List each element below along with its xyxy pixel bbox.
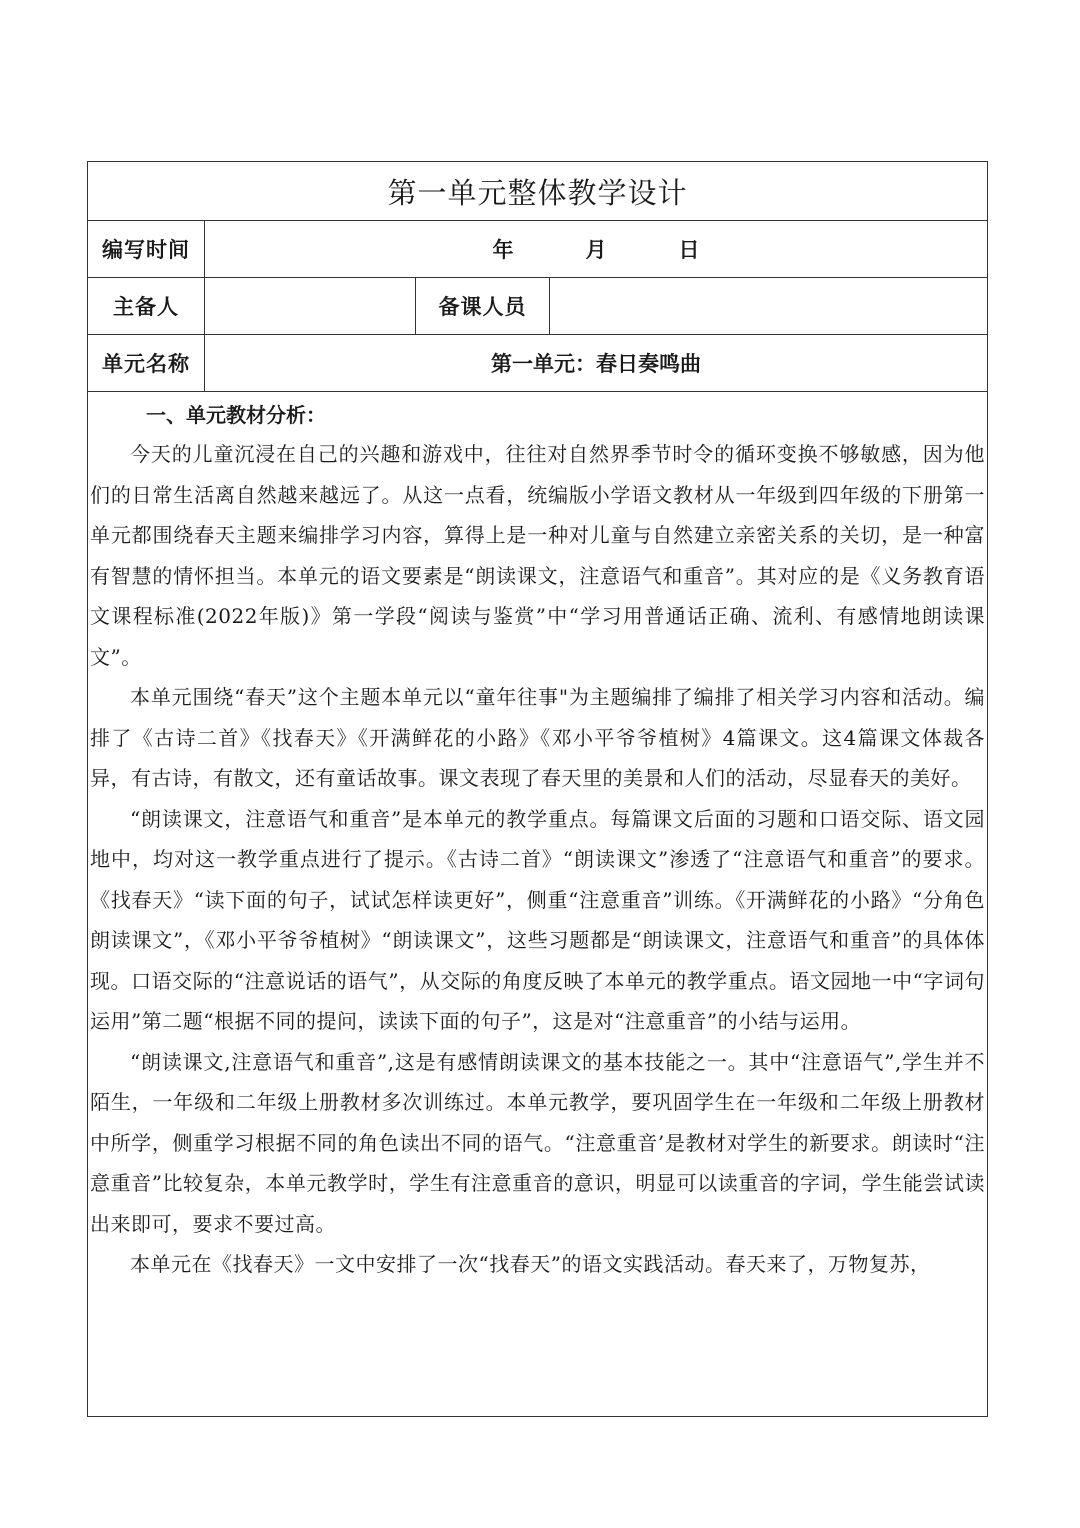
unit-row xyxy=(88,335,988,392)
time-row xyxy=(88,221,988,278)
content-cell xyxy=(88,392,988,1417)
unit-label: 单元名称 xyxy=(88,335,205,392)
lead-value xyxy=(205,278,416,335)
paragraph: “朗读课文,注意语气和重音”,这是有感情朗读课文的基本技能之一。其中“注意语气”,学生并不陌生，一年级和二年级上册教材多次训练过。本单元教学，要巩固学生在一年级和二年级上册教材中所学，侧重学习根据不同的角色读出不同的语气。“注意重音’是教材对学生的新要求。朗读时“注意重音”比较复杂，本单元教学时，学生有注意重音的意识，明显可以读重音的字词，学生能尝试读出来即可，要求不要过高。 xyxy=(90,1049,986,1236)
date-day: 日 xyxy=(678,238,700,262)
lead-label: 主备人 xyxy=(88,278,205,335)
paragraph: 本单元围绕“春天”这个主题本单元以“童年往事"为主题编排了编排了相关学习内容和活动。编排了《古诗二首》《找春天》《开满鲜花的小路》《邓小平爷爷植树》4篇课文。这4篇课文体裁各异，有古诗，有散文，还有童话故事。课文表现了春天里的美景和人们的活动，尽显春天的美好。 xyxy=(90,685,986,790)
document-title: 第一单元整体教学设计 xyxy=(88,162,988,221)
content-row xyxy=(88,392,988,1417)
date-month: 月 xyxy=(585,238,607,262)
section-heading: 一、单元教材分析： xyxy=(146,403,326,427)
paragraph: 今天的儿童沉浸在自己的兴趣和游戏中，往往对自然界季节时令的循环变换不够敏感，因为他们的日常生活离自然越来越远了。从这一点看，统编版小学语文教材从一年级到四年级的下册第一单元都围绕春天主题来编排学习内容，算得上是一种对儿童与自然建立亲密关系的关切，是一种富有智慧的情怀担当。本单元的语文要素是“朗读课文，注意语气和重音”。其对应的是《义务教育语文课程标准(2022年版)》第一学段“阅读与鉴赏”中“学习用普通话正确、流利、有感情地朗读课文”。 xyxy=(90,442,986,669)
unit-value: 第一单元：春日奏鸣曲 xyxy=(205,335,988,392)
title-row xyxy=(88,162,988,221)
lesson-plan-table xyxy=(87,161,988,1417)
staff-label: 备课人员 xyxy=(416,278,550,335)
time-label: 编写时间 xyxy=(88,221,205,278)
staff-value xyxy=(550,278,988,335)
paragraph: 本单元在《找春天》一文中安排了一次“找春天”的语文实践活动。春天来了，万物复苏， xyxy=(130,1252,931,1276)
date-field xyxy=(205,221,988,278)
staff-row xyxy=(88,278,988,335)
date-year: 年 xyxy=(492,238,514,262)
paragraph: “朗读课文，注意语气和重音”是本单元的教学重点。每篇课文后面的习题和口语交际、语文园地中，均对这一教学重点进行了提示。《古诗二首》“朗读课文”渗透了“注意语气和重音”的要求。《找春天》“读下面的句子，试试怎样读更好”，侧重“注意重音”训练。《开满鲜花的小路》“分角色朗读课文”，《邓小平爷爷植树》“朗读课文”，这些习题都是“朗读课文，注意语气和重音”的具体体现。口语交际的“注意说话的语气”，从交际的角度反映了本单元的教学重点。语文园地一中“字词句运用”第二题“根据不同的提问，读读下面的句子”，这是对“注意重音”的小结与运用。 xyxy=(90,806,986,1033)
